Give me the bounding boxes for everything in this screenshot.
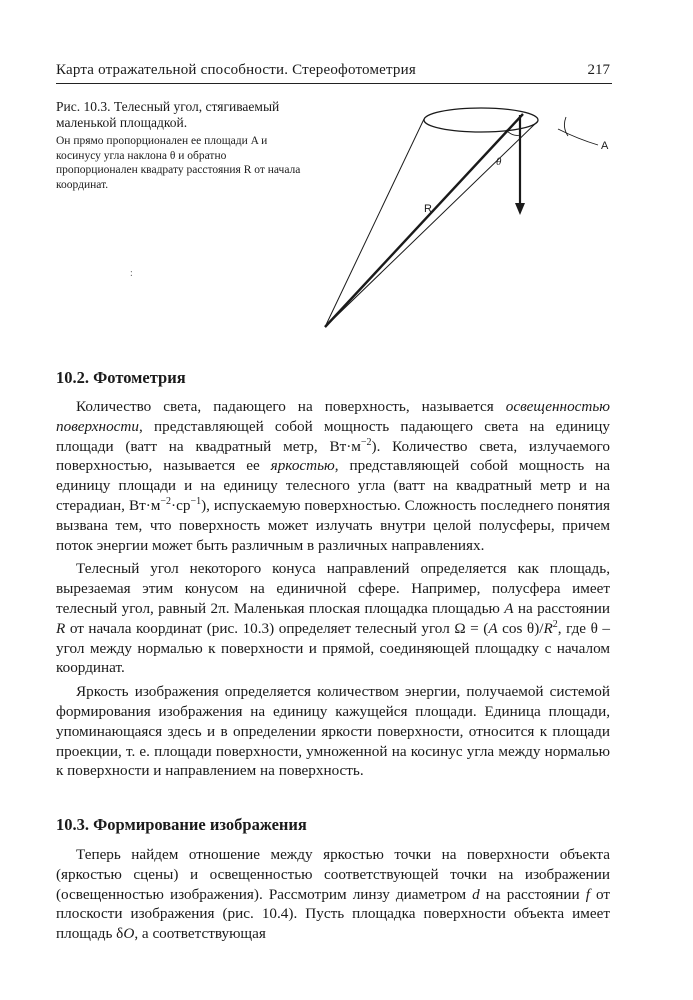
section-heading-image-formation: 10.3. Формирование изображения bbox=[56, 815, 307, 834]
page-number: 217 bbox=[587, 62, 610, 78]
paragraph: Телесный угол некоторого конуса направлений определяется как площадь, вырезаемая этим конусом на единичной сфере. Например, полусфера имеет телесный угол, равный 2π. Маленькая плоская площадка площадью A на расстоянии R от начала координат (рис. 10.3) определяет телесный угол Ω = (A $\cos \theta)/R^2$, где θ – угол между нормалью к поверхности и прямой, соединяющей площадку с началом координат. bbox=[56, 560, 611, 677]
paragraph: Теперь найдем отношение между яркостью точки на поверхности объекта (яркостью сцены) и освещенностью соответствующей точки на изображении (освещенностью изображения). Рассмотрим линзу диаметром d на расстоянии f от плоскости изображения (рис. 10.4). Пусть площадка поверхности объекта имеет площадь δO, а соответствующая bbox=[56, 846, 611, 943]
section-photometry-body bbox=[56, 397, 610, 781]
normal-arrowhead bbox=[515, 203, 525, 215]
figure-caption bbox=[56, 99, 306, 192]
section-image-formation-body bbox=[56, 845, 610, 944]
label-angle: θ bbox=[496, 156, 502, 168]
section-heading-photometry: 10.2. Фотометрия bbox=[56, 368, 186, 387]
label-distance: R bbox=[424, 203, 432, 215]
caption-title: Рис. 10.3. Телесный угол, стягиваемый маленькой площадкой. bbox=[56, 99, 280, 130]
running-title: Карта отражательной способности. Стереофотометрия bbox=[56, 62, 416, 78]
cone-edge-lower bbox=[325, 121, 538, 327]
solid-angle-figure bbox=[300, 95, 630, 345]
pointer-curve bbox=[558, 129, 598, 145]
paragraph: Яркость изображения определяется количеством энергии, получаемой системой формирования изображения на единицу кажущейся площади. Единица площади, упоминающаяся здесь и в определении яркости поверхности, относится к площади проекции, т. е. площади поверхности, умноженной на косинус угла между нормалью к поверхности и направлением на поверхность. bbox=[56, 683, 610, 780]
running-header bbox=[56, 62, 610, 82]
radius-line bbox=[325, 114, 523, 327]
label-area: A bbox=[601, 140, 609, 152]
margin-mark: : bbox=[130, 268, 133, 279]
cone-edge-upper bbox=[325, 119, 424, 327]
solid-angle-diagram bbox=[300, 95, 630, 345]
header-rule bbox=[56, 83, 612, 84]
caption-body: Он прямо пропорционален ее площади A и косинусу угла наклона θ и обратно пропорционален квадрату расстояния R от начала координат. bbox=[56, 135, 301, 191]
paragraph: Количество света, падающего на поверхность, называется освещенностью поверхности, представляющей собой мощность падающего света на единицу площади (ватт на квадратный метр, $Вт\cdot м^{-2}$). Количество света, излучаемого поверхностью, называется ее яркостью, представляющей собой мощность на единицу площади и на единицу телесного угла (ватт на квадратный метр и на стерадиан, $Вт\cdot м^{-2}\cdot ср^{-1}$), испускаемую поверхностью. Сложность последнего понятия вызвана тем, что поверхность может излучать внутри целой полусферы, причем поток энергии может быть различным в различных направлениях. bbox=[56, 398, 610, 554]
